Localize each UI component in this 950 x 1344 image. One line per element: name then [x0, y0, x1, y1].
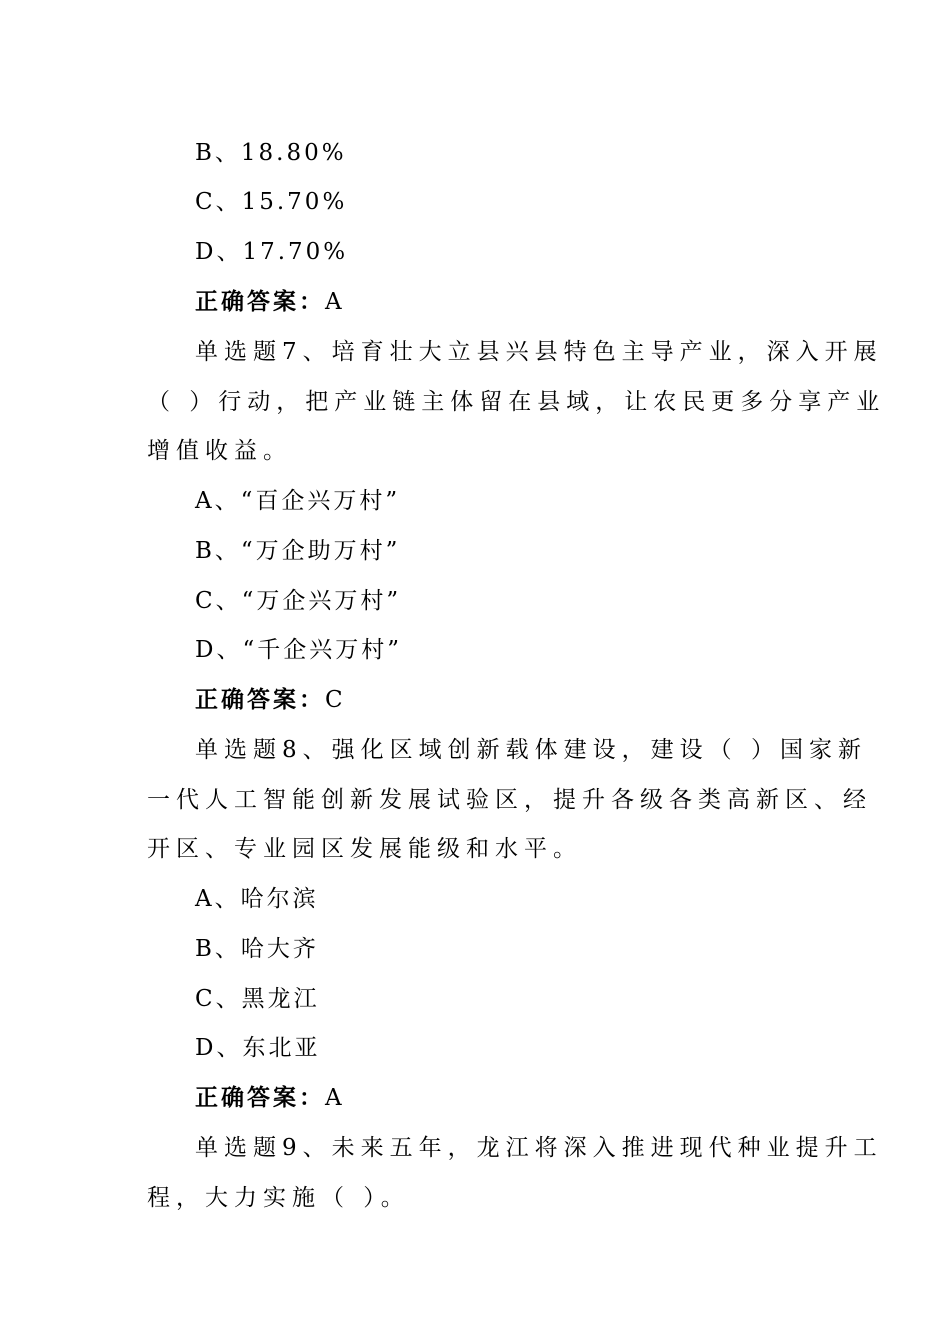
- q7-option-b: B、“万企助万村”: [195, 538, 401, 564]
- q8-option-c: C、黑龙江: [195, 986, 320, 1012]
- answer-label: 正确答案：: [195, 687, 325, 713]
- q6-option-b: B、18.80%: [195, 140, 347, 166]
- answer-value: A: [325, 289, 345, 315]
- q6-option-c: C、15.70%: [195, 189, 348, 215]
- q6-answer: [195, 287, 345, 317]
- q7-text-line-3: 增值收益。: [147, 438, 292, 464]
- q8-answer: [195, 1083, 345, 1113]
- q7-text-line-1: 单选题7、培育壮大立县兴县特色主导产业，深入开展: [195, 339, 883, 365]
- q8-option-d: D、东北亚: [195, 1035, 321, 1061]
- q7-option-c: C、“万企兴万村”: [195, 588, 402, 614]
- q7-option-d: D、“千企兴万村”: [195, 637, 402, 663]
- answer-label: 正确答案：: [195, 1085, 325, 1111]
- q9-text-line-2: 程，大力实施（ ）。: [147, 1185, 410, 1211]
- answer-value: C: [325, 687, 346, 713]
- answer-label: 正确答案：: [195, 289, 325, 315]
- q9-text-line-1: 单选题9、未来五年，龙江将深入推进现代种业提升工: [195, 1135, 883, 1161]
- q8-option-b: B、哈大齐: [195, 936, 319, 962]
- q8-text-line-2: 一代人工智能创新发展试验区，提升各级各类高新区、经: [147, 787, 872, 813]
- q7-text-line-2: （ ）行动，把产业链主体留在县域，让农民更多分享产业: [147, 389, 886, 415]
- q8-text-line-1: 单选题8、强化区域创新载体建设，建设（ ）国家新: [195, 737, 867, 763]
- q6-option-d: D、17.70%: [195, 239, 349, 265]
- q8-text-line-3: 开区、专业园区发展能级和水平。: [147, 836, 582, 862]
- q7-option-a: A、“百企兴万村”: [195, 488, 401, 514]
- answer-value: A: [325, 1085, 345, 1111]
- q8-option-a: A、哈尔滨: [195, 886, 319, 912]
- q7-answer: [195, 685, 346, 715]
